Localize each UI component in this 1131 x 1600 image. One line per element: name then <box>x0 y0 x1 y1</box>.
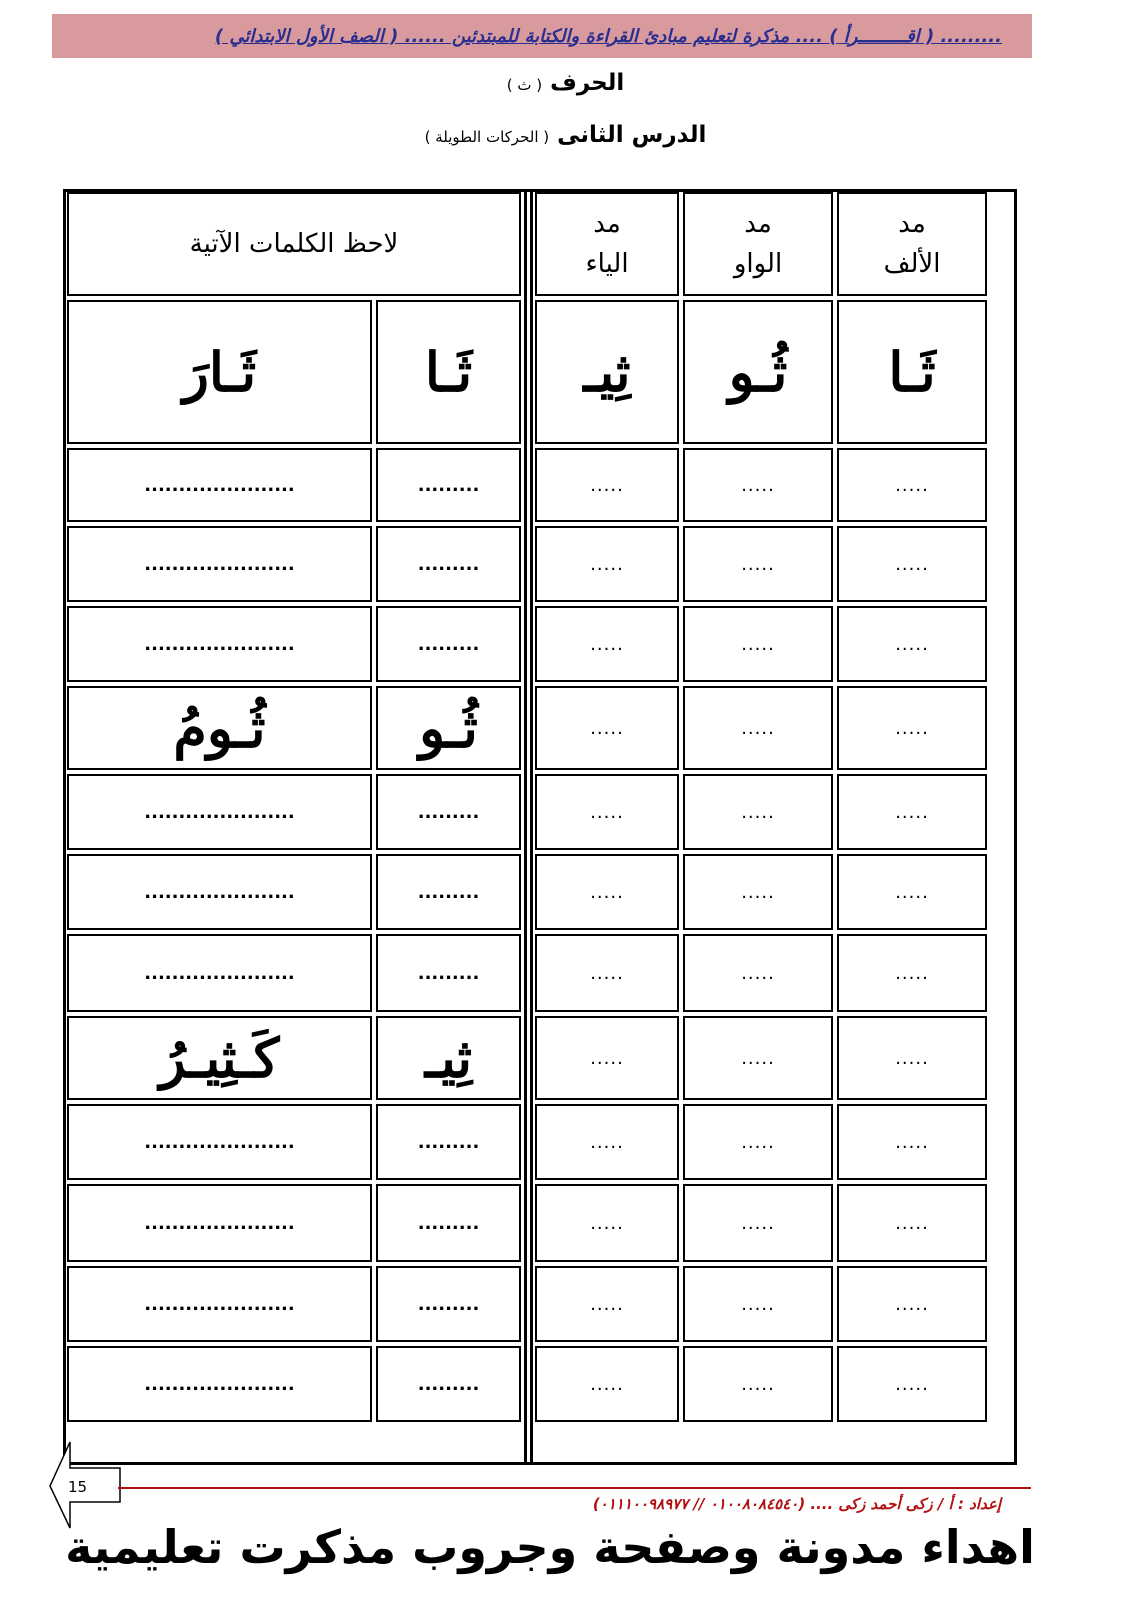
example-alif: ثَـا <box>888 340 936 404</box>
practice-cell[interactable] <box>376 1266 521 1342</box>
dots: ...................... <box>144 1131 295 1153</box>
example-ya-cell <box>535 300 679 444</box>
example-waw-cell <box>683 300 833 444</box>
practice-cell[interactable] <box>376 1104 521 1180</box>
example-alif-cell <box>837 300 987 444</box>
practice-cell[interactable] <box>376 606 521 682</box>
column-divider <box>530 192 533 1462</box>
practice-cell[interactable] <box>67 774 372 850</box>
dots: ..... <box>895 1293 929 1315</box>
dots: ..... <box>895 474 929 496</box>
watermark-text: اهداء مدونة وصفحة وجروب مذكرت تعليمية <box>65 1520 1035 1574</box>
dots: ..... <box>895 801 929 823</box>
dots: ..... <box>741 1047 775 1069</box>
letter-title <box>0 70 1131 96</box>
practice-cell[interactable] <box>837 934 987 1012</box>
dots: ..... <box>590 1212 624 1234</box>
banner-text: ......... ( اقـــــــــرأ ) .... مذكرة لتعليم مبادئ القراءة والكتابة للمبتدئين ...... ( الصف الأول الابتدائي ) <box>214 25 1002 47</box>
practice-cell[interactable] <box>535 774 679 850</box>
footer-divider <box>118 1487 1031 1489</box>
dots: ..... <box>741 474 775 496</box>
dots: ......... <box>417 881 480 903</box>
practice-cell[interactable] <box>837 774 987 850</box>
dots: ..... <box>895 553 929 575</box>
dots: ..... <box>741 1212 775 1234</box>
dots: ..... <box>590 962 624 984</box>
dots: ..... <box>590 1047 624 1069</box>
dots: ..... <box>895 1047 929 1069</box>
word2-cell <box>67 686 372 770</box>
practice-cell[interactable] <box>837 1266 987 1342</box>
dots: ...................... <box>144 881 295 903</box>
header-alif-cell <box>837 192 987 296</box>
dots: ..... <box>895 1131 929 1153</box>
practice-cell[interactable] <box>683 448 833 522</box>
dots: ..... <box>741 1293 775 1315</box>
practice-cell[interactable] <box>683 1346 833 1422</box>
practice-cell[interactable] <box>683 854 833 930</box>
word2-syllable: ثُـو <box>419 696 478 760</box>
practice-cell[interactable] <box>376 526 521 602</box>
word3-syllable: ثِيـ <box>424 1026 473 1090</box>
practice-cell[interactable] <box>535 1104 679 1180</box>
dots: ...................... <box>144 474 295 496</box>
lesson-title <box>0 122 1131 148</box>
dots: ...................... <box>144 553 295 575</box>
practice-cell[interactable] <box>837 1104 987 1180</box>
dots: ......... <box>417 962 480 984</box>
dots: ......... <box>417 633 480 655</box>
practice-cell[interactable] <box>376 854 521 930</box>
letter-label: الحرف <box>550 70 625 96</box>
practice-cell[interactable] <box>535 686 679 770</box>
practice-cell[interactable] <box>376 934 521 1012</box>
practice-cell[interactable] <box>535 526 679 602</box>
dots: ...................... <box>144 633 295 655</box>
dots: ......... <box>417 1131 480 1153</box>
dots: ..... <box>590 1293 624 1315</box>
practice-cell[interactable] <box>67 526 372 602</box>
practice-cell[interactable] <box>535 606 679 682</box>
dots: ......... <box>417 474 480 496</box>
practice-cell[interactable] <box>837 606 987 682</box>
practice-cell[interactable] <box>683 1016 833 1100</box>
practice-cell[interactable] <box>683 606 833 682</box>
header-waw-top: مد <box>744 208 772 239</box>
letter-value: ( ث ) <box>506 76 543 94</box>
practice-cell[interactable] <box>376 774 521 850</box>
practice-cell[interactable] <box>67 1104 372 1180</box>
header-ya-bottom: الياء <box>585 249 629 279</box>
practice-cell[interactable] <box>535 1266 679 1342</box>
word3: كَـثِيـرُ <box>159 1026 280 1090</box>
header-ya-top: مد <box>593 208 621 239</box>
word2: ثُـومُ <box>173 696 266 760</box>
dots: ..... <box>741 962 775 984</box>
practice-cell[interactable] <box>67 934 372 1012</box>
practice-cell[interactable] <box>67 448 372 522</box>
header-note-cell <box>67 192 521 296</box>
practice-cell[interactable] <box>376 1346 521 1422</box>
dots: ..... <box>741 1131 775 1153</box>
practice-cell[interactable] <box>535 1346 679 1422</box>
header-banner <box>52 14 1032 58</box>
word1-syllable: ثَـا <box>424 340 473 404</box>
practice-cell[interactable] <box>837 686 987 770</box>
dots: ...................... <box>144 1212 295 1234</box>
practice-cell[interactable] <box>683 1266 833 1342</box>
practice-cell[interactable] <box>837 1184 987 1262</box>
dots: ..... <box>741 1373 775 1395</box>
footer-author: إعداد : أ / زكى أحمد زكى .... (٠١٠٠٨٠٨٤٥٤٠ // ٠١١١٠٠٩٨٩٧٧) <box>592 1495 1001 1513</box>
dots: ..... <box>590 717 624 739</box>
header-alif-top: مد <box>898 208 926 239</box>
dots: ......... <box>417 1373 480 1395</box>
practice-cell[interactable] <box>67 1184 372 1262</box>
dots: ..... <box>741 553 775 575</box>
practice-cell[interactable] <box>683 526 833 602</box>
practice-cell[interactable] <box>535 934 679 1012</box>
practice-cell[interactable] <box>683 1104 833 1180</box>
dots: ..... <box>895 1212 929 1234</box>
word1: ثَـارَ <box>182 340 257 404</box>
practice-cell[interactable] <box>535 1184 679 1262</box>
dots: ......... <box>417 1212 480 1234</box>
column-divider <box>524 192 527 1462</box>
practice-cell[interactable] <box>67 606 372 682</box>
word3-cell <box>67 1016 372 1100</box>
dots: ......... <box>417 801 480 823</box>
page-number-arrow-icon <box>48 1440 128 1532</box>
practice-cell[interactable] <box>837 1016 987 1100</box>
dots: ..... <box>895 962 929 984</box>
word1-cell <box>67 300 372 444</box>
dots: ...................... <box>144 801 295 823</box>
example-waw: ثُـو <box>728 340 788 404</box>
dots: ......... <box>417 1293 480 1315</box>
word2-syllable-cell <box>376 686 521 770</box>
word3-syllable-cell <box>376 1016 521 1100</box>
practice-cell[interactable] <box>535 1016 679 1100</box>
practice-cell[interactable] <box>67 1346 372 1422</box>
practice-cell[interactable] <box>837 854 987 930</box>
dots: ..... <box>895 881 929 903</box>
dots: ..... <box>895 1373 929 1395</box>
dots: ..... <box>590 1131 624 1153</box>
header-alif-bottom: الألف <box>883 249 941 279</box>
header-waw-cell <box>683 192 833 296</box>
practice-cell[interactable] <box>683 934 833 1012</box>
header-note: لاحظ الكلمات الآتية <box>189 229 399 259</box>
dots: ..... <box>741 881 775 903</box>
practice-cell[interactable] <box>535 448 679 522</box>
practice-cell[interactable] <box>376 1184 521 1262</box>
dots: ...................... <box>144 1373 295 1395</box>
dots: ..... <box>741 801 775 823</box>
practice-cell[interactable] <box>376 448 521 522</box>
dots: ..... <box>590 553 624 575</box>
example-ya: ثِيـ <box>583 340 631 404</box>
dots: ...................... <box>144 962 295 984</box>
dots: ..... <box>590 801 624 823</box>
practice-cell[interactable] <box>683 1184 833 1262</box>
dots: ..... <box>895 717 929 739</box>
word1-syllable-cell <box>376 300 521 444</box>
practice-cell[interactable] <box>67 1266 372 1342</box>
dots: ..... <box>895 633 929 655</box>
practice-cell[interactable] <box>535 854 679 930</box>
dots: ..... <box>590 1373 624 1395</box>
practice-cell[interactable] <box>683 774 833 850</box>
page-number: 15 <box>68 1478 88 1496</box>
dots: ..... <box>741 717 775 739</box>
header-ya-cell <box>535 192 679 296</box>
practice-cell[interactable] <box>837 448 987 522</box>
lesson-label: الدرس الثانى <box>557 122 707 148</box>
dots: ..... <box>590 474 624 496</box>
dots: ..... <box>741 633 775 655</box>
dots: ..... <box>590 633 624 655</box>
dots: ......... <box>417 553 480 575</box>
practice-cell[interactable] <box>837 1346 987 1422</box>
practice-cell[interactable] <box>67 854 372 930</box>
dots: ...................... <box>144 1293 295 1315</box>
practice-cell[interactable] <box>837 526 987 602</box>
practice-cell[interactable] <box>683 686 833 770</box>
lesson-topic: ( الحركات الطويلة ) <box>424 128 550 146</box>
dots: ..... <box>590 881 624 903</box>
header-waw-bottom: الواو <box>733 249 783 279</box>
